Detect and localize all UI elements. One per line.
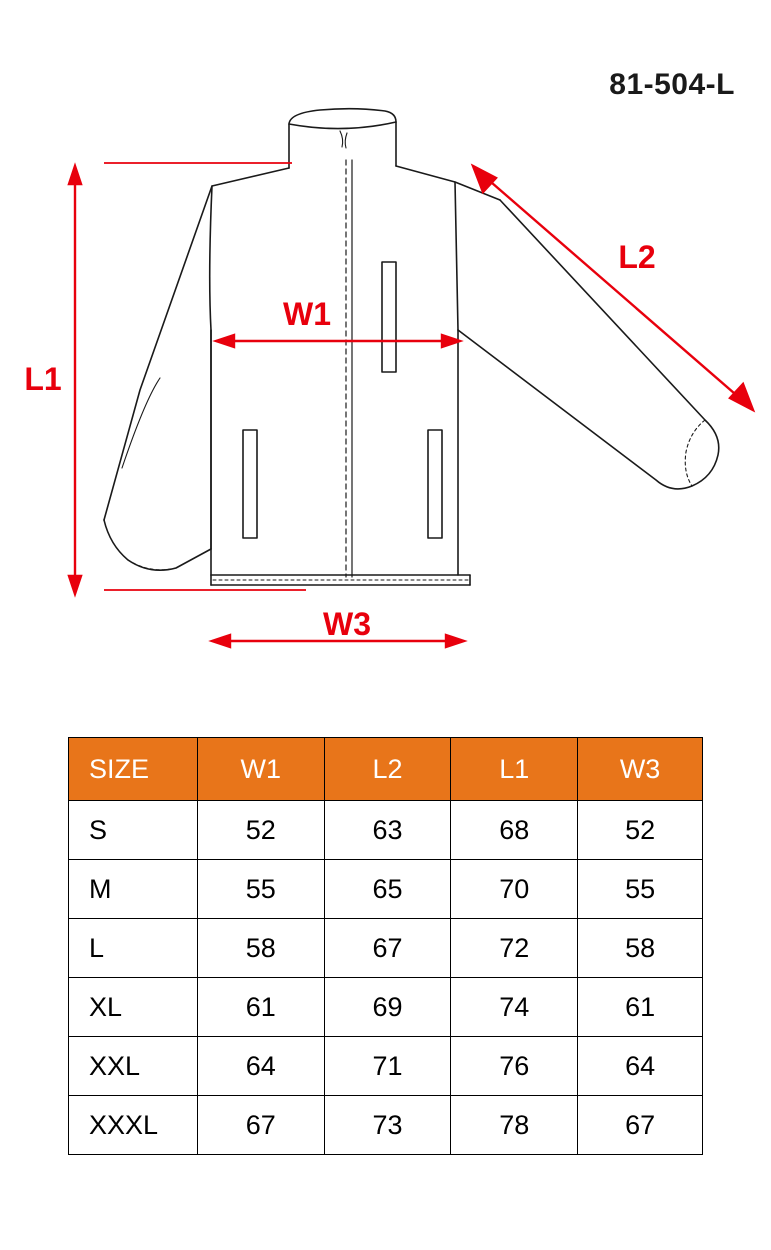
dimension-label-l1: L1 [24,361,62,397]
cell-w1: 58 [197,919,324,978]
cell-l1: 74 [451,978,578,1037]
cell-w3: 64 [578,1037,703,1096]
dimension-label-w1: W1 [283,296,331,332]
cell-w1: 55 [197,860,324,919]
table-header-w1: W1 [197,738,324,801]
cell-l1: 78 [451,1096,578,1155]
table-header-l2: L2 [324,738,451,801]
cell-size: XXXL [69,1096,198,1155]
cell-size: L [69,919,198,978]
cell-w1: 61 [197,978,324,1037]
cell-size: M [69,860,198,919]
cell-w3: 61 [578,978,703,1037]
table-row [69,801,703,860]
table-header-w3: W3 [578,738,703,801]
product-code: 81-504-L [609,68,735,101]
table-row [69,1096,703,1155]
dimension-label-l2: L2 [618,239,656,275]
cell-l1: 72 [451,919,578,978]
cell-l1: 70 [451,860,578,919]
table-header-l1: L1 [451,738,578,801]
table-row [69,860,703,919]
table-row [69,1037,703,1096]
size-table [68,737,703,1155]
cell-w1: 52 [197,801,324,860]
table-header-size: SIZE [69,738,198,801]
dimension-label-w3: W3 [323,606,371,642]
cell-l1: 68 [451,801,578,860]
cell-w1: 67 [197,1096,324,1155]
cell-l2: 65 [324,860,451,919]
cell-size: S [69,801,198,860]
cell-l2: 73 [324,1096,451,1155]
cell-l1: 76 [451,1037,578,1096]
cell-size: XXL [69,1037,198,1096]
table-row [69,919,703,978]
cell-l2: 63 [324,801,451,860]
cell-l2: 69 [324,978,451,1037]
cell-l2: 67 [324,919,451,978]
cell-w3: 52 [578,801,703,860]
table-header-row [69,738,703,801]
cell-l2: 71 [324,1037,451,1096]
cell-size: XL [69,978,198,1037]
table-row [69,978,703,1037]
cell-w3: 55 [578,860,703,919]
cell-w3: 58 [578,919,703,978]
cell-w1: 64 [197,1037,324,1096]
cell-w3: 67 [578,1096,703,1155]
